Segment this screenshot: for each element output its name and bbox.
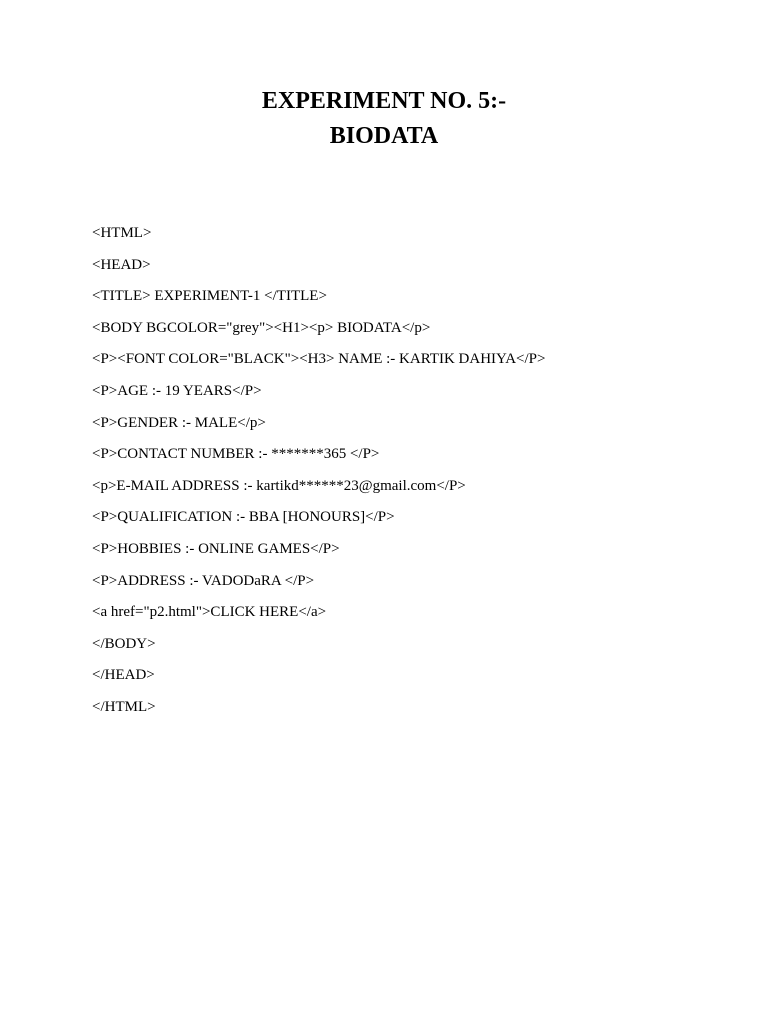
code-line-name: <P><FONT COLOR="BLACK"><H3> NAME :- KARTIK DAHIYA</P> [92, 351, 546, 368]
code-line-head-close: </HEAD> [92, 667, 155, 684]
code-line-hobbies: <P>HOBBIES :- ONLINE GAMES</P> [92, 540, 340, 557]
document-title [0, 84, 768, 154]
code-line-email: <p>E-MAIL ADDRESS :- kartikd******23@gmail.com</P> [92, 477, 466, 494]
code-line-html-close: </HTML> [92, 698, 156, 715]
code-line-title: <TITLE> EXPERIMENT-1 </TITLE> [92, 288, 327, 305]
code-line-html-open: <HTML> [92, 225, 152, 241]
code-line-link: <a href="p2.html">CLICK HERE</a> [92, 604, 327, 621]
code-line-body-close: </BODY> [92, 635, 156, 652]
code-line-body-open: <BODY BGCOLOR="grey"><H1><p> BIODATA</p> [92, 319, 431, 336]
code-line-contact: <P>CONTACT NUMBER :- *******365 </P> [92, 446, 380, 463]
code-line-age: <P>AGE :- 19 YEARS</P> [92, 382, 262, 399]
code-line-address: <P>ADDRESS :- VADODaRA </P> [92, 572, 315, 589]
code-line-head-open: <HEAD> [92, 256, 151, 273]
code-line-qualification: <P>QUALIFICATION :- BBA [HONOURS]</P> [92, 509, 395, 526]
title-biodata: BIODATA [329, 123, 439, 149]
code-listing [92, 218, 742, 724]
title-experiment-number: EXPERIMENT NO. 5:- [261, 88, 507, 114]
code-line-gender: <P>GENDER :- MALE</p> [92, 414, 266, 431]
